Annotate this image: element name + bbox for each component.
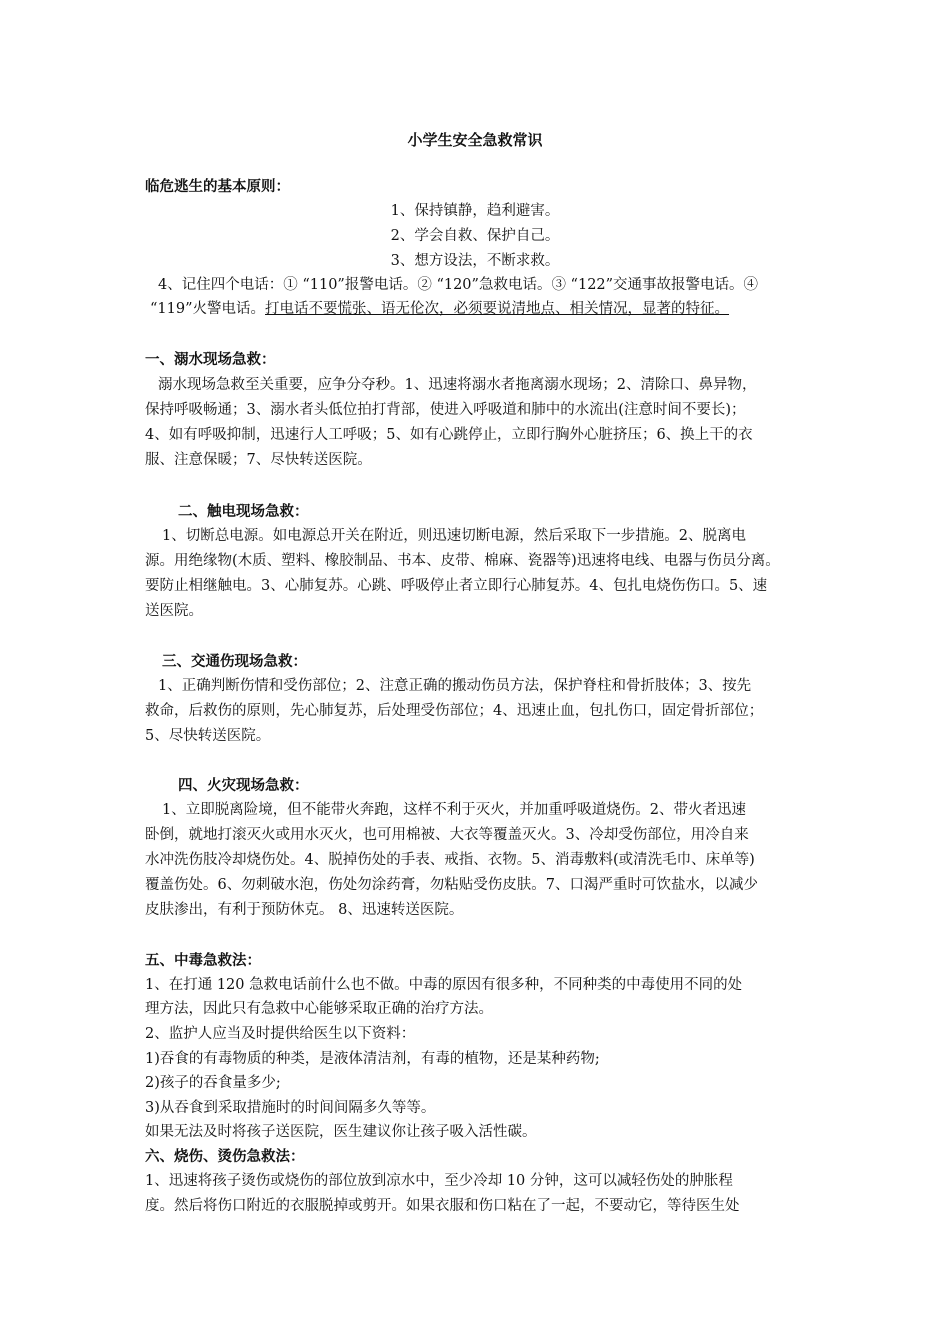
drowning-heading: 一、溺水现场急救： <box>145 352 276 368</box>
principle-item: 2、学会自救、保护自己。 <box>390 228 560 244</box>
poison-text-line: 1、在打通 120 急救电话前什么也不做。中毒的原因有很多种，不同种类的中毒使用不同的处 <box>145 977 743 993</box>
fire-text-line: 1、立即脱离险境，但不能带火奔跑，这样不利于灭火，并加重呼吸道烧伤。2、带火者迅速 <box>162 802 746 818</box>
poison-text-line: 3)从吞食到采取措施时的时间间隔多久等等。 <box>145 1100 436 1116</box>
fire-text-line: 覆盖伤处。6、勿刺破水泡，伤处勿涂药膏，勿粘贴受伤皮肤。7、口渴严重时可饮盐水，以减少 <box>145 877 758 893</box>
electric-text-line: 源。用绝缘物(木质、塑料、橡胶制品、书本、皮带、棉麻、瓷器等)迅速将电线、电器与伤员分离。 <box>145 553 780 569</box>
burn-text-line: 1、迅速将孩子烫伤或烧伤的部位放到凉水中，至少冷却 10 分钟，这可以减轻伤处的肿胀程 <box>145 1173 733 1189</box>
electric-heading: 二、触电现场急救： <box>178 504 309 520</box>
electric-text-line: 送医院。 <box>145 603 203 619</box>
principle-item: 1、保持镇静，趋利避害。 <box>390 203 560 219</box>
drowning-text-line: 4、如有呼吸抑制，迅速行人工呼吸；5、如有心跳停止，立即行胸外心脏挤压；6、换上干的衣 <box>145 427 753 443</box>
burn-text-line: 度。然后将伤口附近的衣服脱掉或剪开。如果衣服和伤口粘在了一起，不要动它，等待医生处 <box>145 1198 740 1214</box>
drowning-text-line: 服、注意保暖；7、尽快转送医院。 <box>145 452 372 468</box>
phone-call-advice: 打电话不要慌张、语无伦次，必须要说清地点、相关情况，显著的特征。 <box>265 301 730 317</box>
poison-text-line: 1)吞食的有毒物质的种类，是液体清洁剂，有毒的植物，还是某种药物; <box>145 1051 600 1067</box>
drowning-text-line: 保持呼吸畅通；3、溺水者头低位拍打背部，使进入呼吸道和肺中的水流出(注意时间不要长)； <box>145 402 746 418</box>
phone-numbers-line-2 <box>150 299 729 319</box>
drowning-text-line: 溺水现场急救至关重要，应争分夺秒。1、迅速将溺水者拖离溺水现场；2、清除口、鼻异物， <box>158 377 757 393</box>
poison-text-line: 2、监护人应当及时提供给医生以下资料： <box>145 1026 416 1042</box>
electric-text-line: 1、切断总电源。如电源总开关在附近，则迅速切断电源，然后采取下一步措施。2、脱离电 <box>162 528 746 544</box>
traffic-text-line: 5、尽快转送医院。 <box>145 728 271 744</box>
traffic-heading: 三、交通伤现场急救： <box>162 654 307 670</box>
traffic-text-line: 1、正确判断伤情和受伤部位；2、注意正确的搬动伤员方法，保护脊柱和骨折肢体；3、按先 <box>158 678 752 694</box>
poison-text-line: 2)孩子的吞食量多少; <box>145 1075 281 1091</box>
poison-text-line: 理方法，因此只有急救中心能够采取正确的治疗方法。 <box>145 1001 493 1017</box>
electric-text-line: 要防止相继触电。3、心肺复苏。心跳、呼吸停止者立即行心肺复苏。4、包扎电烧伤伤口。5、速 <box>145 578 768 594</box>
fire-text-line: 水冲洗伤肢冷却烧伤处。4、脱掉伤处的手表、戒指、衣物。5、消毒敷料(或清洗毛巾、床单等) <box>145 852 755 868</box>
document-title: 小学生安全急救常识 <box>407 131 543 149</box>
traffic-text-line: 救命，后救伤的原则，先心肺复苏，后处理受伤部位；4、迅速止血，包扎伤口，固定骨折部位； <box>145 703 764 719</box>
burn-heading: 六、烧伤、烫伤急救法： <box>145 1149 305 1165</box>
principle-item: 3、想方设法，不断求救。 <box>390 253 560 269</box>
phone-numbers-line: 4、记住四个电话：① “110”报警电话。② “120”急救电话。③ “122”交通事故报警电话。④ <box>158 277 759 293</box>
poison-text-line: 如果无法及时将孩子送医院，医生建议你让孩子吸入活性碳。 <box>145 1124 537 1140</box>
fire-phone-text: “119”火警电话。 <box>150 301 266 317</box>
fire-text-line: 皮肤渗出，有利于预防休克。 8、迅速转送医院。 <box>145 902 464 918</box>
poison-heading: 五、中毒急救法： <box>145 953 261 969</box>
fire-text-line: 卧倒，就地打滚灭火或用水灭火，也可用棉被、大衣等覆盖灭火。3、冷却受伤部位，用冷自来 <box>145 827 749 843</box>
fire-heading: 四、火灾现场急救： <box>178 778 309 794</box>
principles-heading: 临危逃生的基本原则： <box>145 179 290 195</box>
